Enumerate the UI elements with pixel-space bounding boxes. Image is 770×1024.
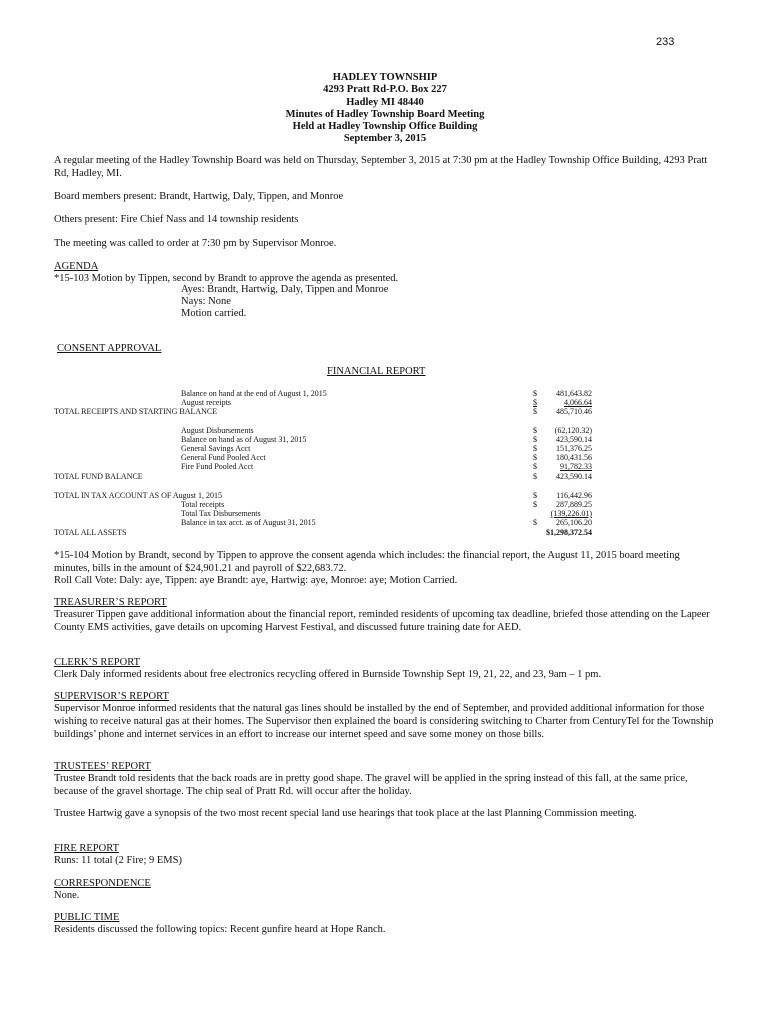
header-location: Held at Hadley Township Office Building [292,121,478,133]
fin-value: 151,376.25 [556,444,592,453]
dollar-sign: $ [533,472,537,481]
header-title: Minutes of Hadley Township Board Meeting [285,108,485,120]
fin-value: 91,782.33 [560,462,592,471]
fin-value: (139,226.01) [550,509,592,518]
agenda-result: Motion carried. [181,308,247,319]
header-address: 4293 Pratt Rd-P.O. Box 227 [323,84,447,96]
fin-label: Balance in tax acct. as of August 31, 2015 [181,518,316,527]
trustees-heading: TRUSTEES’ REPORT [54,761,151,772]
call-to-order: The meeting was called to order at 7:30 pm by Supervisor Monroe. [54,238,337,249]
header-township: HADLEY TOWNSHIP [332,72,438,83]
correspondence-text: None. [54,890,80,901]
fin-value: 116,442.96 [556,491,592,500]
fin-label: August Disbursements [181,426,254,435]
header-city: Hadley MI 48440 [346,96,424,108]
fin-label: Total receipts [181,500,225,509]
correspondence-heading: CORRESPONDENCE [54,878,151,889]
dollar-sign: $ [533,491,537,500]
agenda-heading: AGENDA [54,261,99,272]
supervisor-text: Supervisor Monroe informed residents that the natural gas lines should be installed by the end of September, and provided additional information for those wishing to receive natural gas at their homes. The Supervisor then explained the board is considering switching to Charter from CenturyTel for the Township buildings’ phone and internet services in an effort to increase our internet speed and save some money on those bills. [54,703,714,740]
motion-104: *15-104 Motion by Brandt, second by Tippen to approve the consent agenda which includes: the financial report, the August 11, 2015 board meeting minutes, bills in the amount of $24,901.21 and payroll of $22,683.72. [54,550,680,574]
board-members-present: Board members present: Brandt, Hartwig, Daly, Tippen, and Monroe [54,191,344,202]
fin-value: 481,643.82 [556,389,592,398]
others-present: Others present: Fire Chief Nass and 14 township residents [54,214,299,225]
trustees-text-hartwig: Trustee Hartwig gave a synopsis of the two most recent special land use hearings that took place at the last Planning Commission meeting. [54,808,637,819]
agenda-motion: *15-103 Motion by Tippen, second by Brandt to approve the agenda as presented. [54,273,399,284]
dollar-sign: $ [533,389,537,398]
fin-label: TOTAL ALL ASSETS [54,528,127,537]
fin-value: (62,120.32) [554,426,592,435]
fin-label: TOTAL RECEIPTS AND STARTING BALANCE [54,407,218,416]
financial-report-title: FINANCIAL REPORT [327,366,426,377]
dollar-sign: $ [533,518,537,527]
fin-value: 423,590.14 [556,435,592,444]
fin-label: Balance on hand as of August 31, 2015 [181,435,307,444]
fin-label: Fire Fund Pooled Acct [181,462,254,471]
page-number: 233 [656,36,675,48]
fin-value: 4,066.64 [564,398,592,407]
supervisor-heading: SUPERVISOR’S REPORT [54,691,169,702]
fin-value: 485,710.46 [556,407,592,416]
document-header [0,72,770,146]
agenda-ayes: Ayes: Brandt, Hartwig, Daly, Tippen and Monroe [181,284,389,295]
dollar-sign: $ [533,462,537,471]
clerk-text: Clerk Daly informed residents about free electronics recycling offered in Burnside Township Sept 19, 21, 22, and 23, 9am – 1 pm. [54,669,602,680]
fin-value: $1,298,372.54 [546,528,592,537]
public-time-heading: PUBLIC TIME [54,912,120,923]
fin-label: Balance on hand at the end of August 1, 2015 [181,389,327,398]
clerk-heading: CLERK’S REPORT [54,657,141,668]
dollar-sign: $ [533,444,537,453]
fin-label: TOTAL FUND BALANCE [54,472,143,481]
dollar-sign: $ [533,398,537,407]
dollar-sign: $ [533,435,537,444]
fin-value: 423,590.14 [556,472,592,481]
trustees-text-brandt: Trustee Brandt told residents that the back roads are in pretty good shape. The gravel will be applied in the spring instead of this fall, at the same price, because of the gravel shortage. The chip seal of Pratt Rd. will occur after the holiday. [54,773,688,797]
fin-label: Total Tax Disbursements [181,509,261,518]
fin-label: General Fund Pooled Acct [181,453,266,462]
fin-label: TOTAL IN TAX ACCOUNT AS OF August 1, 2015 [54,491,222,500]
treasurer-text: Treasurer Tippen gave additional information about the financial report, reminded residents of upcoming tax deadline, briefed those attending on the Lapeer County EMS activities, gave details on upcoming Harvest Festival, and discussed future training date for AED. [54,609,710,633]
treasurer-heading: TREASURER’S REPORT [54,597,167,608]
header-date: September 3, 2015 [343,133,427,145]
agenda-nays: Nays: None [181,296,231,307]
fin-value: 287,889.25 [556,500,592,509]
dollar-sign: $ [533,453,537,462]
fin-value: 180,431.56 [556,453,592,462]
consent-heading: CONSENT APPROVAL [57,343,162,354]
intro-paragraph: A regular meeting of the Hadley Township Board was held on Thursday, September 3, 2015 at 7:30 pm at the Hadley Township Office Building, 4293 Pratt Rd, Hadley, MI. [54,155,708,179]
roll-call-vote: Roll Call Vote: Daly: aye, Tippen: aye Brandt: aye, Hartwig: aye, Monroe: aye; Motion Carried. [54,575,458,586]
public-time-text: Residents discussed the following topics: Recent gunfire heard at Hope Ranch. [54,924,386,935]
dollar-sign: $ [533,500,537,509]
fire-text: Runs: 11 total (2 Fire; 9 EMS) [54,855,182,866]
fire-heading: FIRE REPORT [54,843,120,854]
fin-value: 265,106.20 [556,518,592,527]
fin-label: August receipts [181,398,231,407]
dollar-sign: $ [533,426,537,435]
fin-label: General Savings Acct [181,444,251,453]
dollar-sign: $ [533,407,537,416]
